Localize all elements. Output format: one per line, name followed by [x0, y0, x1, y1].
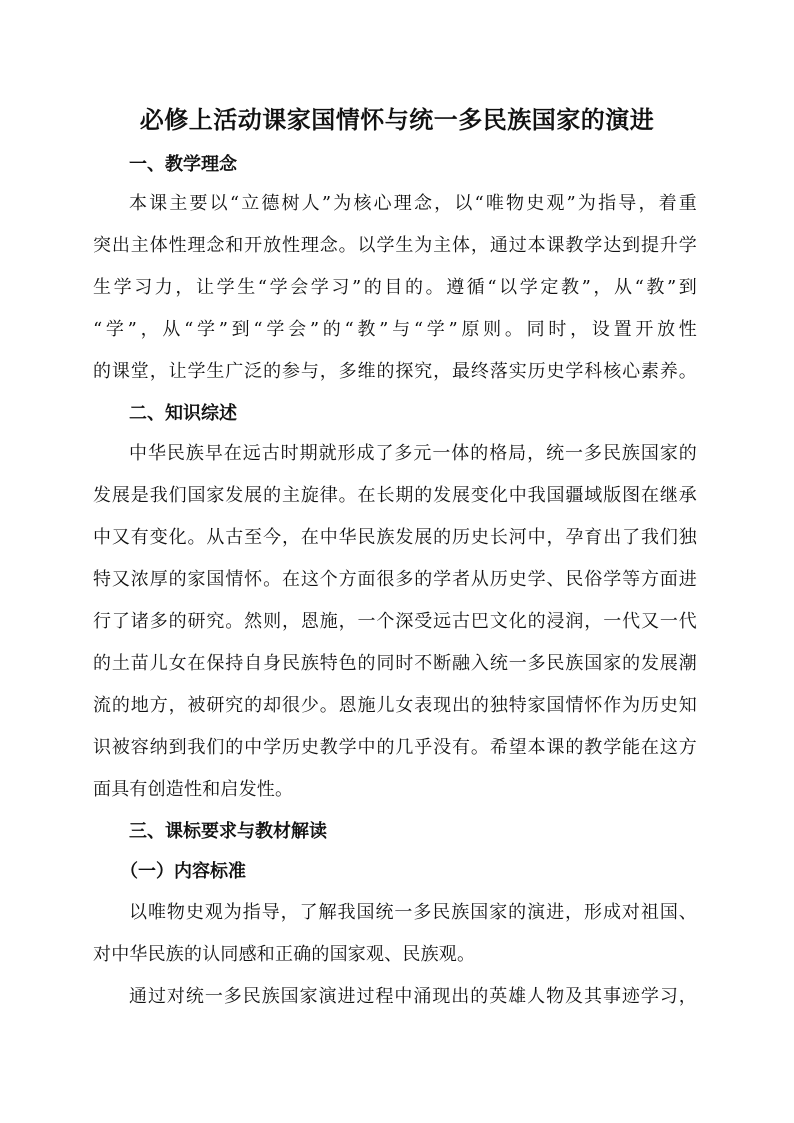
paragraph-line: 发展是我们国家发展的主旋律。在长期的发展变化中我国疆域版图在继承 [93, 485, 697, 506]
paragraph-line: 中又有变化。从古至今，在中华民族发展的历史长河中，孕育出了我们独 [93, 527, 697, 548]
paragraph-line: 的土苗儿女在保持自身民族特色的同时不断融入统一多民族国家的发展潮 [93, 653, 697, 674]
paragraph-line: 以唯物史观为指导，了解我国统一多民族国家的演进，形成对祖国、 [129, 902, 697, 923]
paragraph-line: 行了诸多的研究。然则，恩施，一个深受远古巴文化的浸润，一代又一代 [93, 611, 697, 632]
paragraph-line: 特又浓厚的家国情怀。在这个方面很多的学者从历史学、民俗学等方面进 [93, 569, 697, 590]
document-title: 必修上活动课家国情怀与统一多民族国家的演进 [139, 105, 655, 134]
paragraph-line: 中华民族早在远古时期就形成了多元一体的格局，统一多民族国家的 [129, 443, 697, 464]
paragraph-line: 的课堂，让学生广泛的参与，多维的探究，最终落实历史学科核心素养。 [93, 361, 697, 382]
paragraph-line: 识被容纳到我们的中学历史教学中的几乎没有。希望本课的教学能在这方 [93, 737, 697, 758]
paragraph-line: 对中华民族的认同感和正确的国家观、民族观。 [93, 944, 476, 965]
paragraph-line: 本课主要以“立德树人”为核心理念，以“唯物史观”为指导，着重 [129, 193, 697, 214]
paragraph-line: “学”，从“学”到“学会”的“教”与“学”原则。同时，设置开放性 [93, 319, 697, 340]
paragraph-line: 面具有创造性和启发性。 [93, 779, 294, 800]
subheading-content-standard: （一）内容标准 [120, 861, 246, 882]
section-heading-teaching-philosophy: 一、教学理念 [129, 154, 237, 175]
paragraph-line: 生学习力，让学生“学会学习”的目的。遵循“以学定教”，从“教”到 [93, 277, 697, 298]
paragraph-line: 流的地方，被研究的却很少。恩施儿女表现出的独特家国情怀作为历史知 [93, 695, 697, 716]
section-heading-knowledge-overview: 二、知识综述 [129, 403, 237, 424]
paragraph-line: 突出主体性理念和开放性理念。以学生为主体，通过本课教学达到提升学 [93, 235, 697, 256]
section-heading-curriculum-requirements: 三、课标要求与教材解读 [129, 821, 327, 842]
paragraph-line: 通过对统一多民族国家演进过程中涌现出的英雄人物及其事迹学习， [129, 986, 697, 1007]
